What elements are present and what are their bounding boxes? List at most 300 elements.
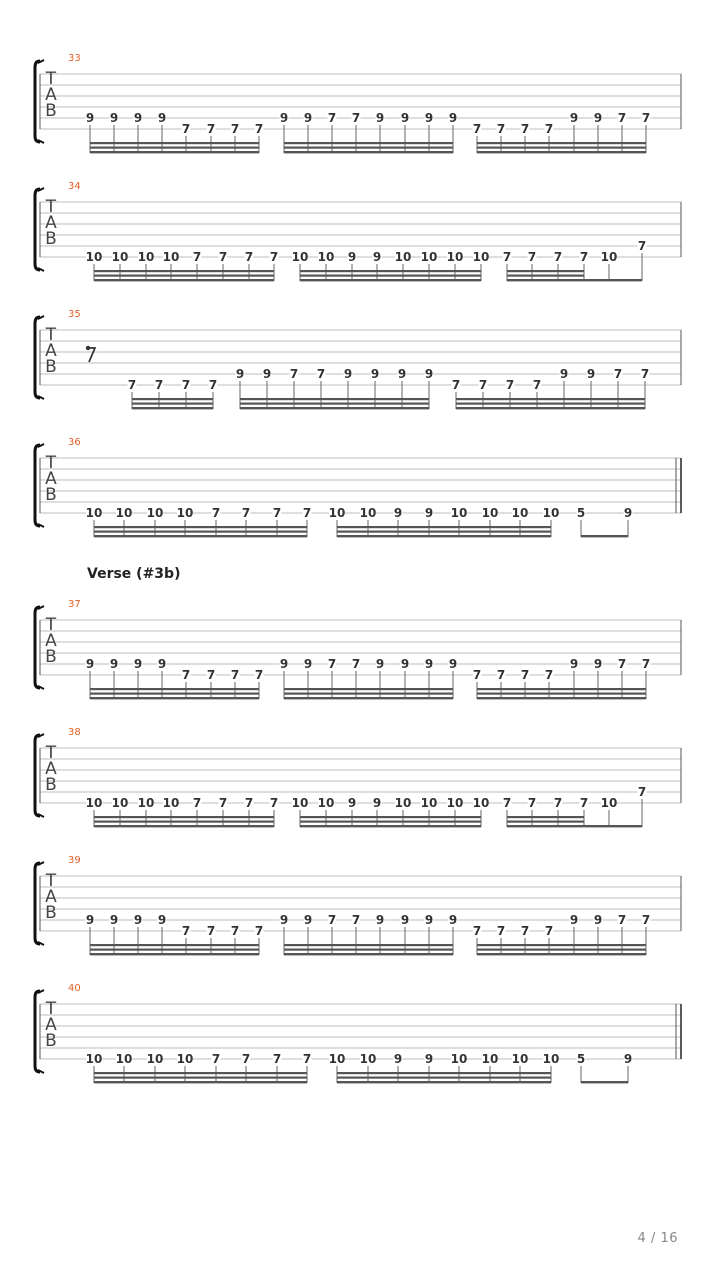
fret-number: 7 (244, 250, 254, 264)
fret-number: 5 (576, 506, 586, 520)
beam-group (236, 367, 434, 409)
beam-group (86, 913, 264, 955)
tab-system (35, 983, 681, 1083)
fret-number: 7 (641, 111, 651, 125)
beam (94, 526, 307, 528)
fret-number: 9 (279, 111, 289, 125)
fret-number: 9 (372, 250, 382, 264)
fret-number: 7 (244, 796, 254, 810)
fret-number: 7 (206, 668, 216, 682)
beam (132, 407, 213, 409)
fret-number: 7 (316, 367, 326, 381)
fret-number: 7 (272, 506, 282, 520)
fret-number: 9 (343, 367, 353, 381)
fret-number: 7 (327, 913, 337, 927)
fret-number: 7 (351, 913, 361, 927)
beam-group (329, 1052, 560, 1083)
fret-number: 9 (400, 913, 410, 927)
fret-number: 7 (496, 668, 506, 682)
fret-number: 10 (450, 506, 468, 520)
fret-number: 7 (192, 250, 202, 264)
fret-number: 7 (472, 668, 482, 682)
beam (581, 535, 628, 537)
fret-number: 7 (206, 122, 216, 136)
fret-number: 7 (206, 924, 216, 938)
fret-number: 9 (400, 111, 410, 125)
fret-number: 7 (218, 250, 228, 264)
beam (300, 270, 481, 272)
tab-clef-letter: B (45, 647, 57, 667)
fret-number: 7 (637, 785, 647, 799)
beam (477, 693, 646, 695)
fret-number: 10 (146, 506, 164, 520)
beam (90, 688, 259, 690)
measure-number: 38 (68, 727, 81, 738)
fret-number: 7 (254, 122, 264, 136)
fret-number: 7 (269, 250, 279, 264)
tab-clef-letter: T (45, 615, 57, 635)
fret-number: 9 (397, 367, 407, 381)
beam-group (292, 250, 490, 281)
tab-clef-letter: B (45, 485, 57, 505)
tab-system (35, 53, 681, 153)
fret-number: 7 (520, 924, 530, 938)
fret-number: 7 (254, 924, 264, 938)
fret-number: 9 (109, 111, 119, 125)
fret-number: 7 (579, 250, 589, 264)
fret-number: 9 (279, 657, 289, 671)
beam (507, 821, 584, 823)
fret-number: 10 (291, 796, 309, 810)
fret-number: 10 (137, 796, 155, 810)
fret-number: 10 (472, 796, 490, 810)
fret-number: 10 (115, 1052, 133, 1066)
fret-number: 7 (520, 122, 530, 136)
fret-number: 7 (254, 668, 264, 682)
fret-number: 7 (617, 657, 627, 671)
beam (90, 944, 259, 946)
fret-number: 9 (85, 111, 95, 125)
fret-number: 9 (262, 367, 272, 381)
fret-number: 7 (640, 367, 650, 381)
tab-system (35, 181, 681, 281)
tab-clef-letter: B (45, 229, 57, 249)
beam-group (503, 785, 647, 827)
tab-clef-letter: T (45, 999, 57, 1019)
fret-number: 7 (351, 111, 361, 125)
beam-group (473, 913, 651, 955)
measure-number: 37 (68, 599, 81, 610)
fret-number: 7 (269, 796, 279, 810)
fret-number: 10 (176, 1052, 194, 1066)
fret-number: 10 (317, 250, 335, 264)
fret-number: 7 (544, 122, 554, 136)
fret-number: 10 (162, 796, 180, 810)
beam-group (128, 378, 218, 409)
beam (284, 953, 453, 955)
fret-number: 9 (85, 913, 95, 927)
beam-group (292, 796, 490, 827)
fret-number: 10 (317, 796, 335, 810)
fret-number: 9 (448, 657, 458, 671)
beam (284, 944, 453, 946)
fret-number: 9 (593, 111, 603, 125)
beam-group (473, 657, 651, 699)
system-bracket (35, 991, 40, 1072)
beam (284, 147, 453, 149)
beam (90, 697, 259, 699)
fret-number: 7 (302, 506, 312, 520)
fret-number: 10 (115, 506, 133, 520)
beam (300, 275, 481, 277)
fret-number: 7 (527, 250, 537, 264)
fret-number: 7 (553, 796, 563, 810)
beam-group (86, 111, 264, 153)
fret-number: 7 (272, 1052, 282, 1066)
fret-number: 7 (192, 796, 202, 810)
rest-symbol (88, 348, 95, 362)
beam (284, 697, 453, 699)
fret-number: 7 (302, 1052, 312, 1066)
beam (90, 147, 259, 149)
page-number: 4 / 16 (637, 1231, 678, 1246)
fret-number: 10 (394, 796, 412, 810)
fret-number: 9 (623, 506, 633, 520)
fret-number: 9 (347, 250, 357, 264)
system-bracket (35, 863, 40, 944)
tab-clef-letter: B (45, 903, 57, 923)
tab-clef-letter: A (45, 631, 57, 651)
measure-number: 39 (68, 855, 81, 866)
fret-number: 7 (289, 367, 299, 381)
beam (94, 825, 274, 827)
fret-number: 9 (370, 367, 380, 381)
beam (337, 535, 551, 537)
tab-system (35, 855, 681, 955)
fret-number: 10 (111, 796, 129, 810)
tab-clef-letter: A (45, 85, 57, 105)
fret-number: 7 (527, 796, 537, 810)
beam (477, 688, 646, 690)
fret-number: 10 (176, 506, 194, 520)
measure-number: 34 (68, 181, 81, 192)
beam-group (473, 111, 651, 153)
beam (507, 816, 584, 818)
fret-number: 9 (279, 913, 289, 927)
tab-clef-letter: A (45, 759, 57, 779)
fret-number: 10 (85, 796, 103, 810)
fret-number: 10 (359, 506, 377, 520)
beam (90, 142, 259, 144)
fret-number: 10 (162, 250, 180, 264)
beam (94, 270, 274, 272)
fret-number: 10 (328, 1052, 346, 1066)
fret-number: 7 (230, 668, 240, 682)
fret-number: 7 (327, 111, 337, 125)
beam-group (280, 913, 458, 955)
fret-number: 7 (617, 111, 627, 125)
beam (240, 398, 429, 400)
fret-number: 7 (496, 122, 506, 136)
fret-number: 10 (481, 506, 499, 520)
beam (456, 403, 645, 405)
beam (132, 398, 213, 400)
fret-number: 7 (181, 122, 191, 136)
fret-number: 7 (617, 913, 627, 927)
fret-number: 5 (576, 1052, 586, 1066)
beam-group (86, 796, 279, 827)
beam (477, 151, 646, 153)
fret-number: 9 (85, 657, 95, 671)
system-bracket (35, 317, 40, 398)
fret-number: 9 (593, 913, 603, 927)
beam (94, 1077, 307, 1079)
section-label-verse: Verse (#3b) (87, 566, 181, 582)
beam-group (86, 1052, 312, 1083)
fret-number: 10 (446, 250, 464, 264)
beam (477, 949, 646, 951)
tab-clef-letter: T (45, 69, 57, 89)
fret-number: 10 (111, 250, 129, 264)
beam-group (280, 111, 458, 153)
beam (337, 526, 551, 528)
beam (477, 147, 646, 149)
beam (300, 821, 481, 823)
measure-number: 40 (68, 983, 81, 994)
fret-number: 10 (542, 506, 560, 520)
fret-number: 9 (133, 913, 143, 927)
fret-number: 9 (424, 367, 434, 381)
fret-number: 9 (157, 913, 167, 927)
beam-group (280, 657, 458, 699)
fret-number: 9 (393, 1052, 403, 1066)
fret-number: 7 (505, 378, 515, 392)
beam (300, 825, 481, 827)
beam (94, 279, 274, 281)
fret-number: 7 (553, 250, 563, 264)
fret-number: 9 (569, 913, 579, 927)
beam (132, 403, 213, 405)
fret-number: 10 (481, 1052, 499, 1066)
beam (94, 816, 274, 818)
system-bracket (35, 607, 40, 688)
beam (337, 1072, 551, 1074)
beam (284, 688, 453, 690)
beam-group (86, 250, 279, 281)
beam (90, 693, 259, 695)
tab-clef-letter: T (45, 871, 57, 891)
fret-number: 10 (420, 250, 438, 264)
measure-number: 33 (68, 53, 81, 64)
fret-number: 9 (424, 657, 434, 671)
tab-clef-letter: T (45, 453, 57, 473)
fret-number: 7 (181, 378, 191, 392)
fret-number: 9 (593, 657, 603, 671)
tab-clef-letter: B (45, 357, 57, 377)
fret-number: 7 (641, 913, 651, 927)
fret-number: 9 (424, 1052, 434, 1066)
fret-number: 7 (641, 657, 651, 671)
fret-number: 7 (230, 924, 240, 938)
fret-number: 9 (569, 657, 579, 671)
tab-clef-letter: A (45, 469, 57, 489)
beam (90, 953, 259, 955)
fret-number: 9 (109, 913, 119, 927)
beam-group (329, 506, 560, 537)
fret-number: 10 (511, 506, 529, 520)
beam (477, 953, 646, 955)
tab-clef-letter: T (45, 197, 57, 217)
beam (284, 949, 453, 951)
fret-number: 9 (424, 506, 434, 520)
beam-group (577, 1052, 633, 1083)
fret-number: 7 (496, 924, 506, 938)
fret-number: 7 (327, 657, 337, 671)
beam (94, 535, 307, 537)
fret-number: 7 (241, 1052, 251, 1066)
fret-number: 7 (532, 378, 542, 392)
fret-number: 7 (208, 378, 218, 392)
fret-number: 10 (472, 250, 490, 264)
measure-number: 36 (68, 437, 81, 448)
beam (94, 821, 274, 823)
fret-number: 9 (133, 111, 143, 125)
tab-clef-letter: B (45, 1031, 57, 1051)
fret-number: 10 (137, 250, 155, 264)
fret-number: 7 (127, 378, 137, 392)
fret-number: 7 (637, 239, 647, 253)
fret-number: 9 (303, 111, 313, 125)
beam (507, 825, 642, 827)
fret-number: 7 (544, 924, 554, 938)
fret-number: 9 (375, 657, 385, 671)
beam (94, 275, 274, 277)
fret-number: 10 (291, 250, 309, 264)
fret-number: 7 (451, 378, 461, 392)
fret-number: 10 (420, 796, 438, 810)
fret-number: 7 (241, 506, 251, 520)
beam (337, 531, 551, 533)
fret-number: 10 (85, 250, 103, 264)
fret-number: 7 (472, 924, 482, 938)
tab-clef-letter: A (45, 213, 57, 233)
beam (477, 697, 646, 699)
fret-number: 7 (154, 378, 164, 392)
fret-number: 9 (448, 111, 458, 125)
beam (90, 949, 259, 951)
fret-number: 9 (303, 657, 313, 671)
beam (284, 142, 453, 144)
beam (300, 279, 481, 281)
fret-number: 9 (347, 796, 357, 810)
beam (284, 693, 453, 695)
tab-clef-letter: B (45, 101, 57, 121)
fret-number: 7 (502, 250, 512, 264)
beam (94, 1072, 307, 1074)
fret-number: 7 (472, 122, 482, 136)
fret-number: 10 (511, 1052, 529, 1066)
fret-number: 10 (600, 250, 618, 264)
fret-number: 10 (146, 1052, 164, 1066)
fret-number: 9 (157, 657, 167, 671)
fret-number: 9 (559, 367, 569, 381)
fret-number: 7 (544, 668, 554, 682)
beam (90, 151, 259, 153)
tab-clef-letter: A (45, 1015, 57, 1035)
tab-system (35, 309, 681, 409)
fret-number: 7 (211, 506, 221, 520)
beam (300, 816, 481, 818)
fret-number: 7 (478, 378, 488, 392)
fret-number: 7 (502, 796, 512, 810)
system-bracket (35, 735, 40, 816)
fret-number: 10 (85, 1052, 103, 1066)
fret-number: 9 (424, 111, 434, 125)
tab-system (35, 437, 681, 537)
beam (507, 275, 584, 277)
fret-number: 10 (85, 506, 103, 520)
tab-system (35, 599, 681, 699)
tab-clef-letter: T (45, 325, 57, 345)
fret-number: 10 (359, 1052, 377, 1066)
fret-number: 7 (579, 796, 589, 810)
beam-group (577, 506, 633, 537)
fret-number: 9 (424, 913, 434, 927)
fret-number: 10 (600, 796, 618, 810)
beam (337, 1077, 551, 1079)
measure-number: 35 (68, 309, 81, 320)
tab-clef-letter: A (45, 341, 57, 361)
fret-number: 9 (235, 367, 245, 381)
fret-number: 9 (157, 111, 167, 125)
beam-group (452, 367, 650, 409)
beam (284, 151, 453, 153)
fret-number: 9 (109, 657, 119, 671)
beam (477, 142, 646, 144)
fret-number: 10 (446, 796, 464, 810)
fret-number: 9 (303, 913, 313, 927)
beam (94, 1081, 307, 1083)
fret-number: 9 (372, 796, 382, 810)
tab-clef-letter: B (45, 775, 57, 795)
fret-number: 10 (394, 250, 412, 264)
beam (240, 403, 429, 405)
tab-clef-letter: A (45, 887, 57, 907)
fret-number: 7 (351, 657, 361, 671)
beam (456, 407, 645, 409)
tab-clef-letter: T (45, 743, 57, 763)
beam (507, 279, 642, 281)
beam (240, 407, 429, 409)
beam (337, 1081, 551, 1083)
fret-number: 9 (393, 506, 403, 520)
beam-group (503, 239, 647, 281)
beam (477, 944, 646, 946)
fret-number: 9 (448, 913, 458, 927)
system-bracket (35, 189, 40, 270)
tab-system (35, 727, 681, 827)
fret-number: 7 (181, 924, 191, 938)
fret-number: 10 (328, 506, 346, 520)
fret-number: 9 (375, 111, 385, 125)
fret-number: 7 (218, 796, 228, 810)
fret-number: 9 (400, 657, 410, 671)
fret-number: 9 (375, 913, 385, 927)
fret-number: 7 (230, 122, 240, 136)
fret-number: 9 (623, 1052, 633, 1066)
fret-number: 7 (613, 367, 623, 381)
system-bracket (35, 61, 40, 142)
